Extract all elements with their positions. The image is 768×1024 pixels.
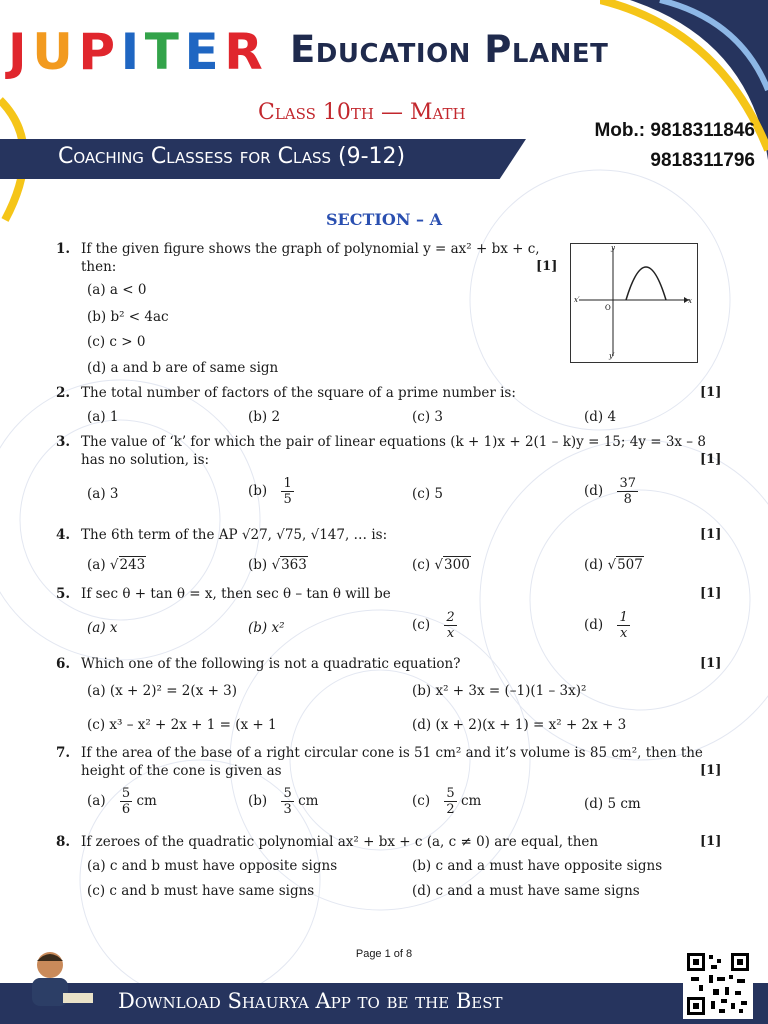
option: (a) √243 [87, 557, 146, 573]
option: (d) c and a must have same signs [412, 883, 640, 899]
question-number: 2. [56, 385, 71, 401]
brand-letter: U [32, 23, 73, 81]
question-number: 4. [56, 527, 71, 543]
option-label: (c) [412, 793, 431, 809]
question-number: 5. [56, 586, 71, 602]
question-text: The 6th term of the AP √27, √75, √147, … is: [81, 527, 388, 543]
origin-label: O [605, 304, 611, 312]
fraction-denominator: x [619, 626, 628, 641]
marks: [1] [700, 527, 722, 542]
option: (c) c and b must have same signs [87, 883, 315, 899]
class-title: Class 10th — Math [258, 100, 466, 125]
option-label: (d) [584, 557, 604, 573]
option-label: (b) [248, 793, 268, 809]
question-text: If zeroes of the quadratic polynomial ax² + bx + c (a, c ≠ 0) are equal, then [81, 834, 599, 850]
fraction-denominator: 6 [121, 802, 131, 817]
option: (b) √363 [248, 557, 307, 573]
option: (c) 5 [412, 486, 443, 502]
option [584, 476, 638, 507]
question-number: 3. [56, 434, 71, 450]
fraction-denominator: x [446, 626, 455, 641]
option-label: (b) [248, 483, 268, 499]
marks: [1] [700, 385, 722, 400]
option [412, 610, 457, 641]
brand-subtitle: Education Planet [290, 28, 609, 71]
marks: [1] [536, 259, 558, 274]
x-axis-label: x [688, 297, 692, 305]
fraction-denominator: 8 [623, 492, 632, 507]
section-heading: SECTION – A [326, 210, 442, 229]
brand-letter: I [120, 23, 140, 81]
option: (b) c and a must have opposite signs [412, 858, 663, 874]
option-label: (a) [87, 793, 106, 809]
option [248, 476, 294, 507]
option [87, 786, 157, 817]
option: (b) 2 [248, 409, 281, 425]
option: (d) 4 [584, 409, 617, 425]
marks: [1] [700, 834, 722, 849]
option-label: (c) [412, 617, 431, 633]
fraction-numerator: 1 [283, 476, 292, 491]
brand-letter: E [184, 23, 219, 81]
brand-letter: R [224, 23, 263, 81]
marks: [1] [700, 656, 722, 671]
option-label: (a) [87, 557, 106, 573]
teacher-avatar-icon [8, 945, 98, 1009]
option-label: (d) [584, 483, 604, 499]
option: (a) 3 [87, 486, 119, 502]
fraction-numerator: 5 [446, 786, 455, 801]
y-axis-label: y [611, 244, 615, 252]
marks: [1] [700, 763, 722, 778]
option: (a) (x + 2)² = 2(x + 3) [87, 683, 238, 699]
fraction-denominator: 2 [446, 802, 455, 817]
graph-svg [571, 244, 697, 362]
page-number: Page 1 of 8 [355, 948, 413, 960]
question-text: Which one of the following is not a quadratic equation? [81, 656, 461, 672]
radicand: 243 [119, 557, 146, 573]
radicand: 300 [444, 557, 470, 573]
brand-letter: J [8, 23, 27, 81]
brand-letter: T [144, 23, 179, 81]
question-number: 1. [56, 241, 71, 257]
banner-text: Coaching Classess for Class (9-12) [58, 144, 406, 169]
x-prime-label: x′ [574, 296, 580, 304]
option: (d) √507 [584, 557, 643, 573]
question-text: The value of ‘k’ for which the pair of linear equations (k + 1)x + 2(1 – k)y = 15; 4y = 3x – 8 [81, 434, 706, 450]
option: (a) a < 0 [87, 282, 147, 298]
unit: cm [298, 793, 319, 809]
option [584, 610, 630, 641]
marks: [1] [700, 586, 722, 601]
option: (c) c > 0 [87, 334, 146, 350]
radicand: 507 [617, 557, 643, 573]
qr-code-icon[interactable] [683, 949, 753, 1019]
question-number: 7. [56, 745, 71, 761]
question-text: The total number of factors of the square of a prime number is: [81, 385, 516, 401]
fraction-denominator: 5 [283, 492, 292, 507]
option-label: (d) [584, 617, 604, 633]
fraction-numerator: 5 [121, 786, 131, 801]
option [412, 786, 481, 817]
radicand: 363 [281, 557, 307, 573]
option: (b) x² + 3x = (–1)(1 – 3x)² [412, 683, 587, 699]
fraction-numerator: 2 [446, 610, 455, 625]
option: (d) 5 cm [584, 796, 641, 812]
option: (d) (x + 2)(x + 1) = x² + 2x + 3 [412, 717, 627, 733]
option-label: (b) [248, 557, 268, 573]
question-text-line2: height of the cone is given as [81, 763, 282, 779]
question-text: If the given figure shows the graph of polynomial y = ax² + bx + c, then: [81, 241, 540, 275]
fraction-numerator: 5 [283, 786, 292, 801]
option: (c) √300 [412, 557, 470, 573]
option: (d) a and b are of same sign [87, 360, 279, 376]
option: (a) c and b must have opposite signs [87, 858, 338, 874]
option: (b) b² < 4ac [87, 309, 169, 325]
marks: [1] [700, 452, 722, 467]
option: (c) 3 [412, 409, 443, 425]
option: (c) x³ – x² + 2x + 1 = (x + 1 [87, 717, 277, 733]
option: (a) 1 [87, 409, 119, 425]
question-text: If sec θ + tan θ = x, then sec θ – tan θ will be [81, 586, 391, 602]
fraction-numerator: 37 [619, 476, 637, 491]
mobile-number-2: 9818311796 [650, 150, 755, 171]
brand-letter: P [78, 23, 116, 81]
question-text-line2: has no solution, is: [81, 452, 210, 468]
question-number: 8. [56, 834, 71, 850]
parabola-graph-figure [570, 243, 698, 363]
fraction-denominator: 3 [283, 802, 292, 817]
unit: cm [136, 793, 157, 809]
fraction-numerator: 1 [619, 610, 628, 625]
brand-logo [8, 22, 263, 82]
question-text: If the area of the base of a right circular cone is 51 cm² and it’s volume is 85 cm², then the [81, 745, 703, 761]
unit: cm [460, 793, 482, 809]
y-prime-label: y′ [609, 352, 615, 360]
option [248, 786, 318, 817]
question-number: 6. [56, 656, 71, 672]
option: (a) x [87, 620, 118, 636]
mobile-numbers [553, 116, 755, 176]
option-label: (c) [412, 557, 431, 573]
mobile-number-1: Mob.: 9818311846 [594, 120, 755, 141]
footer-tagline: Download Shaurya App to be the Best [118, 989, 503, 1013]
option: (b) x² [248, 620, 285, 636]
